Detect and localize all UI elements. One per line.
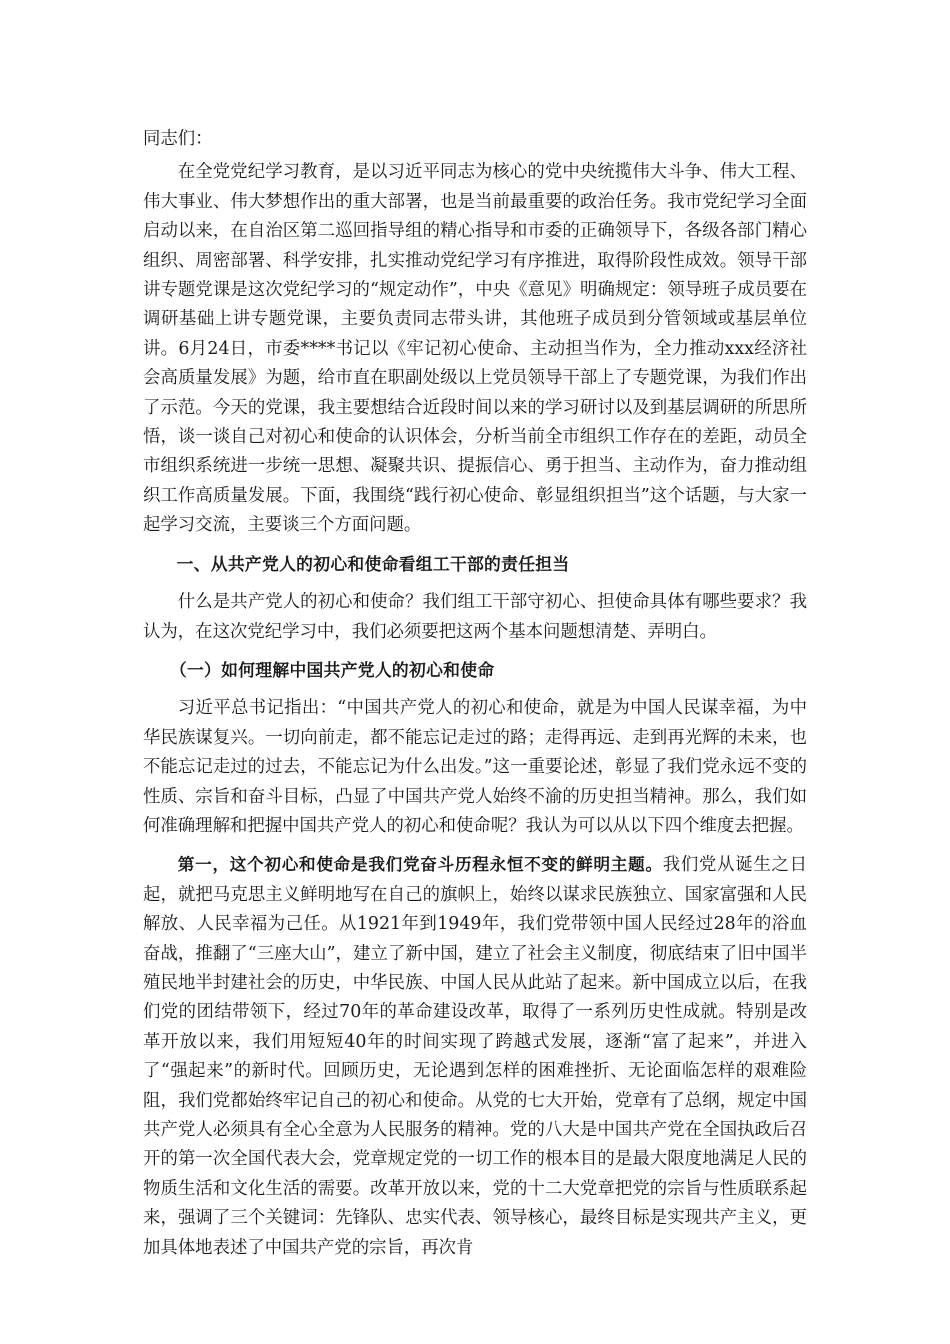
section-1-intro-paragraph: 什么是共产党人的初心和使命？我们组工干部守初心、担使命具体有哪些要求？我认为，在这次党纪学习中，我们必须要把这两个基本问题想清楚、弄明白。: [143, 592, 807, 642]
point-1-body: 我们党从诞生之日起，就把马克思主义鲜明地写在自己的旗帜上，始终以谋求民族独立、国家富强和人民解放、人民幸福为己任。从1921年到1949年，我们党带领中国人民经过28年的浴血奋战，推翻了“三座大山”，建立了新中国，建立了社会主义制度，彻底结束了旧中国半殖民地半封建社会的历史，中华民族、中国人民从此站了起来。新中国成立以后，在我们党的团结带领下，经过70年的革命建设改革，取得了一系列历史性成就。特别是改革开放以来，我们用短短40年的时间实现了跨越式发展，逐渐“富了起来”，并进入了“强起来”的新时代。回顾历史，无论遇到怎样的困难挫折、无论面临怎样的艰难险阻，我们党都始终牢记自己的初心和使命。从党的七大开始，党章有了总纲，规定中国共产党人必须具有全心全意为人民服务的精神。党的八大是中国共产党在全国执政后召开的第一次全国代表大会，党章规定党的一切工作的根本目的是最大限度地满足人民的物质生活和文化生活的需要。改革开放以来，党的十二大党章把党的宗旨与性质联系起来，强调了三个关键词：先锋队、忠实代表、领导核心，最终目标是实现共产主义，更加具体地表述了中国共产党的宗旨，再次肯: [143, 855, 807, 1258]
subsection-1-heading: （一）如何理解中国共产党人的初心和使命: [169, 659, 495, 680]
salutation: 同志们：: [143, 129, 213, 149]
document-body: [143, 125, 807, 1263]
intro-paragraph: 在全党党纪学习教育，是以习近平同志为核心的党中央统揽伟大斗争、伟大工程、伟大事业、伟大梦想作出的重大部署，也是当前最重要的政治任务。我市党纪学习全面启动以来，在自治区第二巡回指导组的精心指导和市委的正确领导下，各级各部门精心组织、周密部署、科学安排，扎实推动党纪学习有序推进，取得阶段性成效。领导干部讲专题党课是这次党纪学习的“规定动作”，中央《意见》明确规定：领导班子成员要在调研基础上讲专题党课，主要负责同志带头讲，其他班子成员到分管领域或基层单位讲。6月24日，市委****书记以《牢记初心使命、主动担当作为，全力推动xxx经济社会高质量发展》为题，给市直在职副处级以上党员领导干部上了专题党课，为我们作出了示范。今天的党课，我主要想结合近段时间以来的学习研讨以及到基层调研的所思所悟，谈一谈自己对初心和使命的认识体会，分析当前全市组织工作存在的差距，动员全市组织系统进一步统一思想、凝聚共识、提振信心、勇于担当、主动作为，奋力推动组织工作高质量发展。下面，我围绕“践行初心使命、彰显组织担当”这个话题，与大家一起学习交流，主要谈三个方面问题。: [143, 162, 807, 536]
section-1-heading: 一、从共产党人的初心和使命看组工干部的责任担当: [176, 553, 570, 574]
point-1-paragraph: [143, 850, 807, 1263]
point-1-lead: 第一，这个初心和使命是我们党奋斗历程永恒不变的鲜明主题。: [177, 855, 663, 875]
quote-paragraph: 习近平总书记指出：“中国共产党人的初心和使命，就是为中国人民谋幸福，为中华民族谋复兴。一切向前走，都不能忘记走过的路；走得再远、走到再光辉的未来，也不能忘记走过的过去，不能忘记为什么出发。”这一重要论述，彰显了我们党永远不变的性质、宗旨和奋斗目标，凸显了中国共产党人始终不渝的历史担当精神。那么，我们如何准确理解和把握中国共产党人的初心和使命呢？我认为可以从以下四个维度去把握。: [143, 698, 807, 836]
